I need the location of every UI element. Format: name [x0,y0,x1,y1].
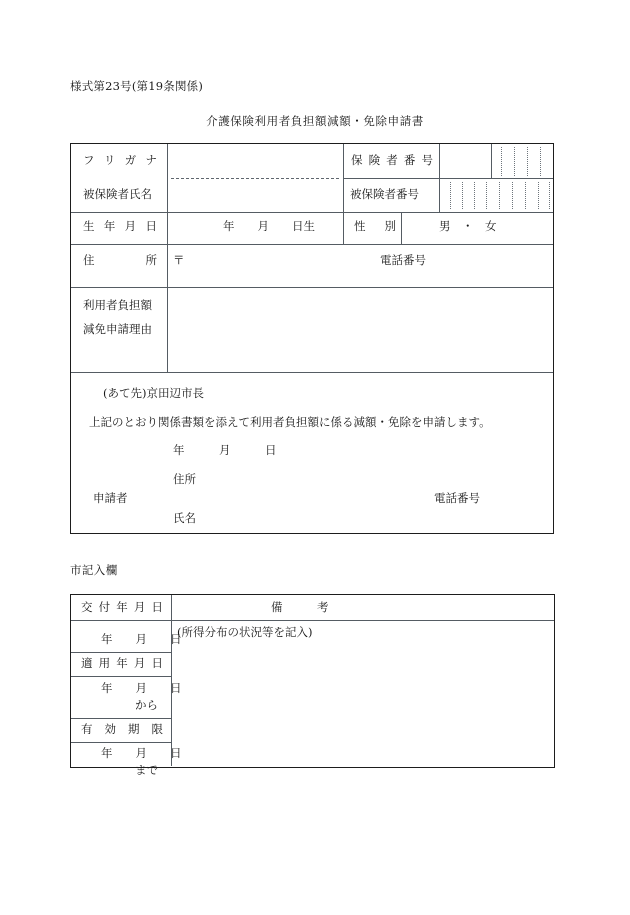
valid-period-label: 有 効 期 限 [81,722,163,736]
insured-number-cell-divider [538,182,539,209]
reason-label-line2: 減免申請理由 [83,322,152,336]
number-label-divider [439,144,440,212]
applicant-address-label: 住所 [173,472,196,486]
birthdate-label: 生 年 月 日 [83,219,157,233]
insurer-number-label: 保 険 者 番 号 [351,153,433,167]
birthdate-value: 年 月 日生 [223,219,315,233]
row-divider [71,718,171,719]
row-divider [71,212,553,213]
postal-mark: 〒 [173,253,185,267]
insured-number-cell-divider [462,182,463,209]
remarks-note: (所得分布の状況等を記入) [177,625,313,639]
furigana-label: フ リ ガ ナ [83,153,157,167]
phone-label: 電話番号 [380,253,426,267]
number-block-divider [343,144,344,212]
address-label: 住 所 [83,253,157,267]
reason-label-line1: 利用者負担額 [83,298,152,312]
insured-number-cell-divider [450,182,451,209]
insured-number-cell-divider [499,182,500,209]
remarks-label: 備 考 [271,600,329,614]
number-row-divider [343,178,553,179]
insured-number-cell-divider [525,182,526,209]
city-section-label: 市記入欄 [70,563,118,577]
city-table [70,594,555,777]
gender-label-left-divider [343,212,344,244]
insurer-number-cell-divider [514,147,515,176]
insured-number-cell-divider [486,182,487,209]
insured-number-cell-divider [549,182,550,209]
insured-name-label: 被保険者氏名 [83,187,152,201]
row-divider [71,287,553,288]
row-divider [71,676,171,677]
valid-period-value: 年 月 日 [101,746,182,760]
insurer-number-cell-divider [501,147,502,176]
addressee: (あて先)京田辺市長 [103,386,204,400]
applicant-table [70,143,554,534]
row-divider [71,742,171,743]
applicant-name-label: 氏名 [173,511,196,525]
insured-number-cell-divider [512,182,513,209]
row-divider [71,652,171,653]
insured-number-label: 被保険者番号 [350,187,419,201]
valid-period-suffix: まで [135,763,158,777]
gender-label: 性 別 [354,219,396,233]
applicant-label: 申請者 [93,491,128,505]
declaration-date-line: 年 月 日 [173,443,277,457]
form-code: 様式第23号(第19条関係) [70,79,204,93]
page-title: 介護保険利用者負担額減額・免除申請書 [206,114,424,128]
gender-options: 男 ・ 女 [439,219,497,233]
declaration-statement: 上記のとおり関係書類を添えて利用者負担額に係る減額・免除を申請します。 [89,415,491,429]
insurer-number-cell-divider [527,147,528,176]
furigana-name-separator [171,178,339,179]
issue-date-label: 交 付 年 月 日 [81,600,163,614]
apply-date-value: 年 月 日 [101,681,182,695]
row-divider [71,244,553,245]
label-column-divider [167,144,168,372]
row-divider [71,372,553,373]
insured-number-cell-divider [474,182,475,209]
apply-date-suffix: から [135,698,158,712]
insurer-number-cell-divider [540,147,541,176]
row-divider [71,620,554,621]
insurer-number-cell-divider [491,144,492,178]
apply-date-label: 適 用 年 月 日 [81,656,163,670]
gender-label-right-divider [401,212,402,244]
applicant-phone-label: 電話番号 [434,491,480,505]
issue-date-value: 年 月 日 [101,632,182,646]
